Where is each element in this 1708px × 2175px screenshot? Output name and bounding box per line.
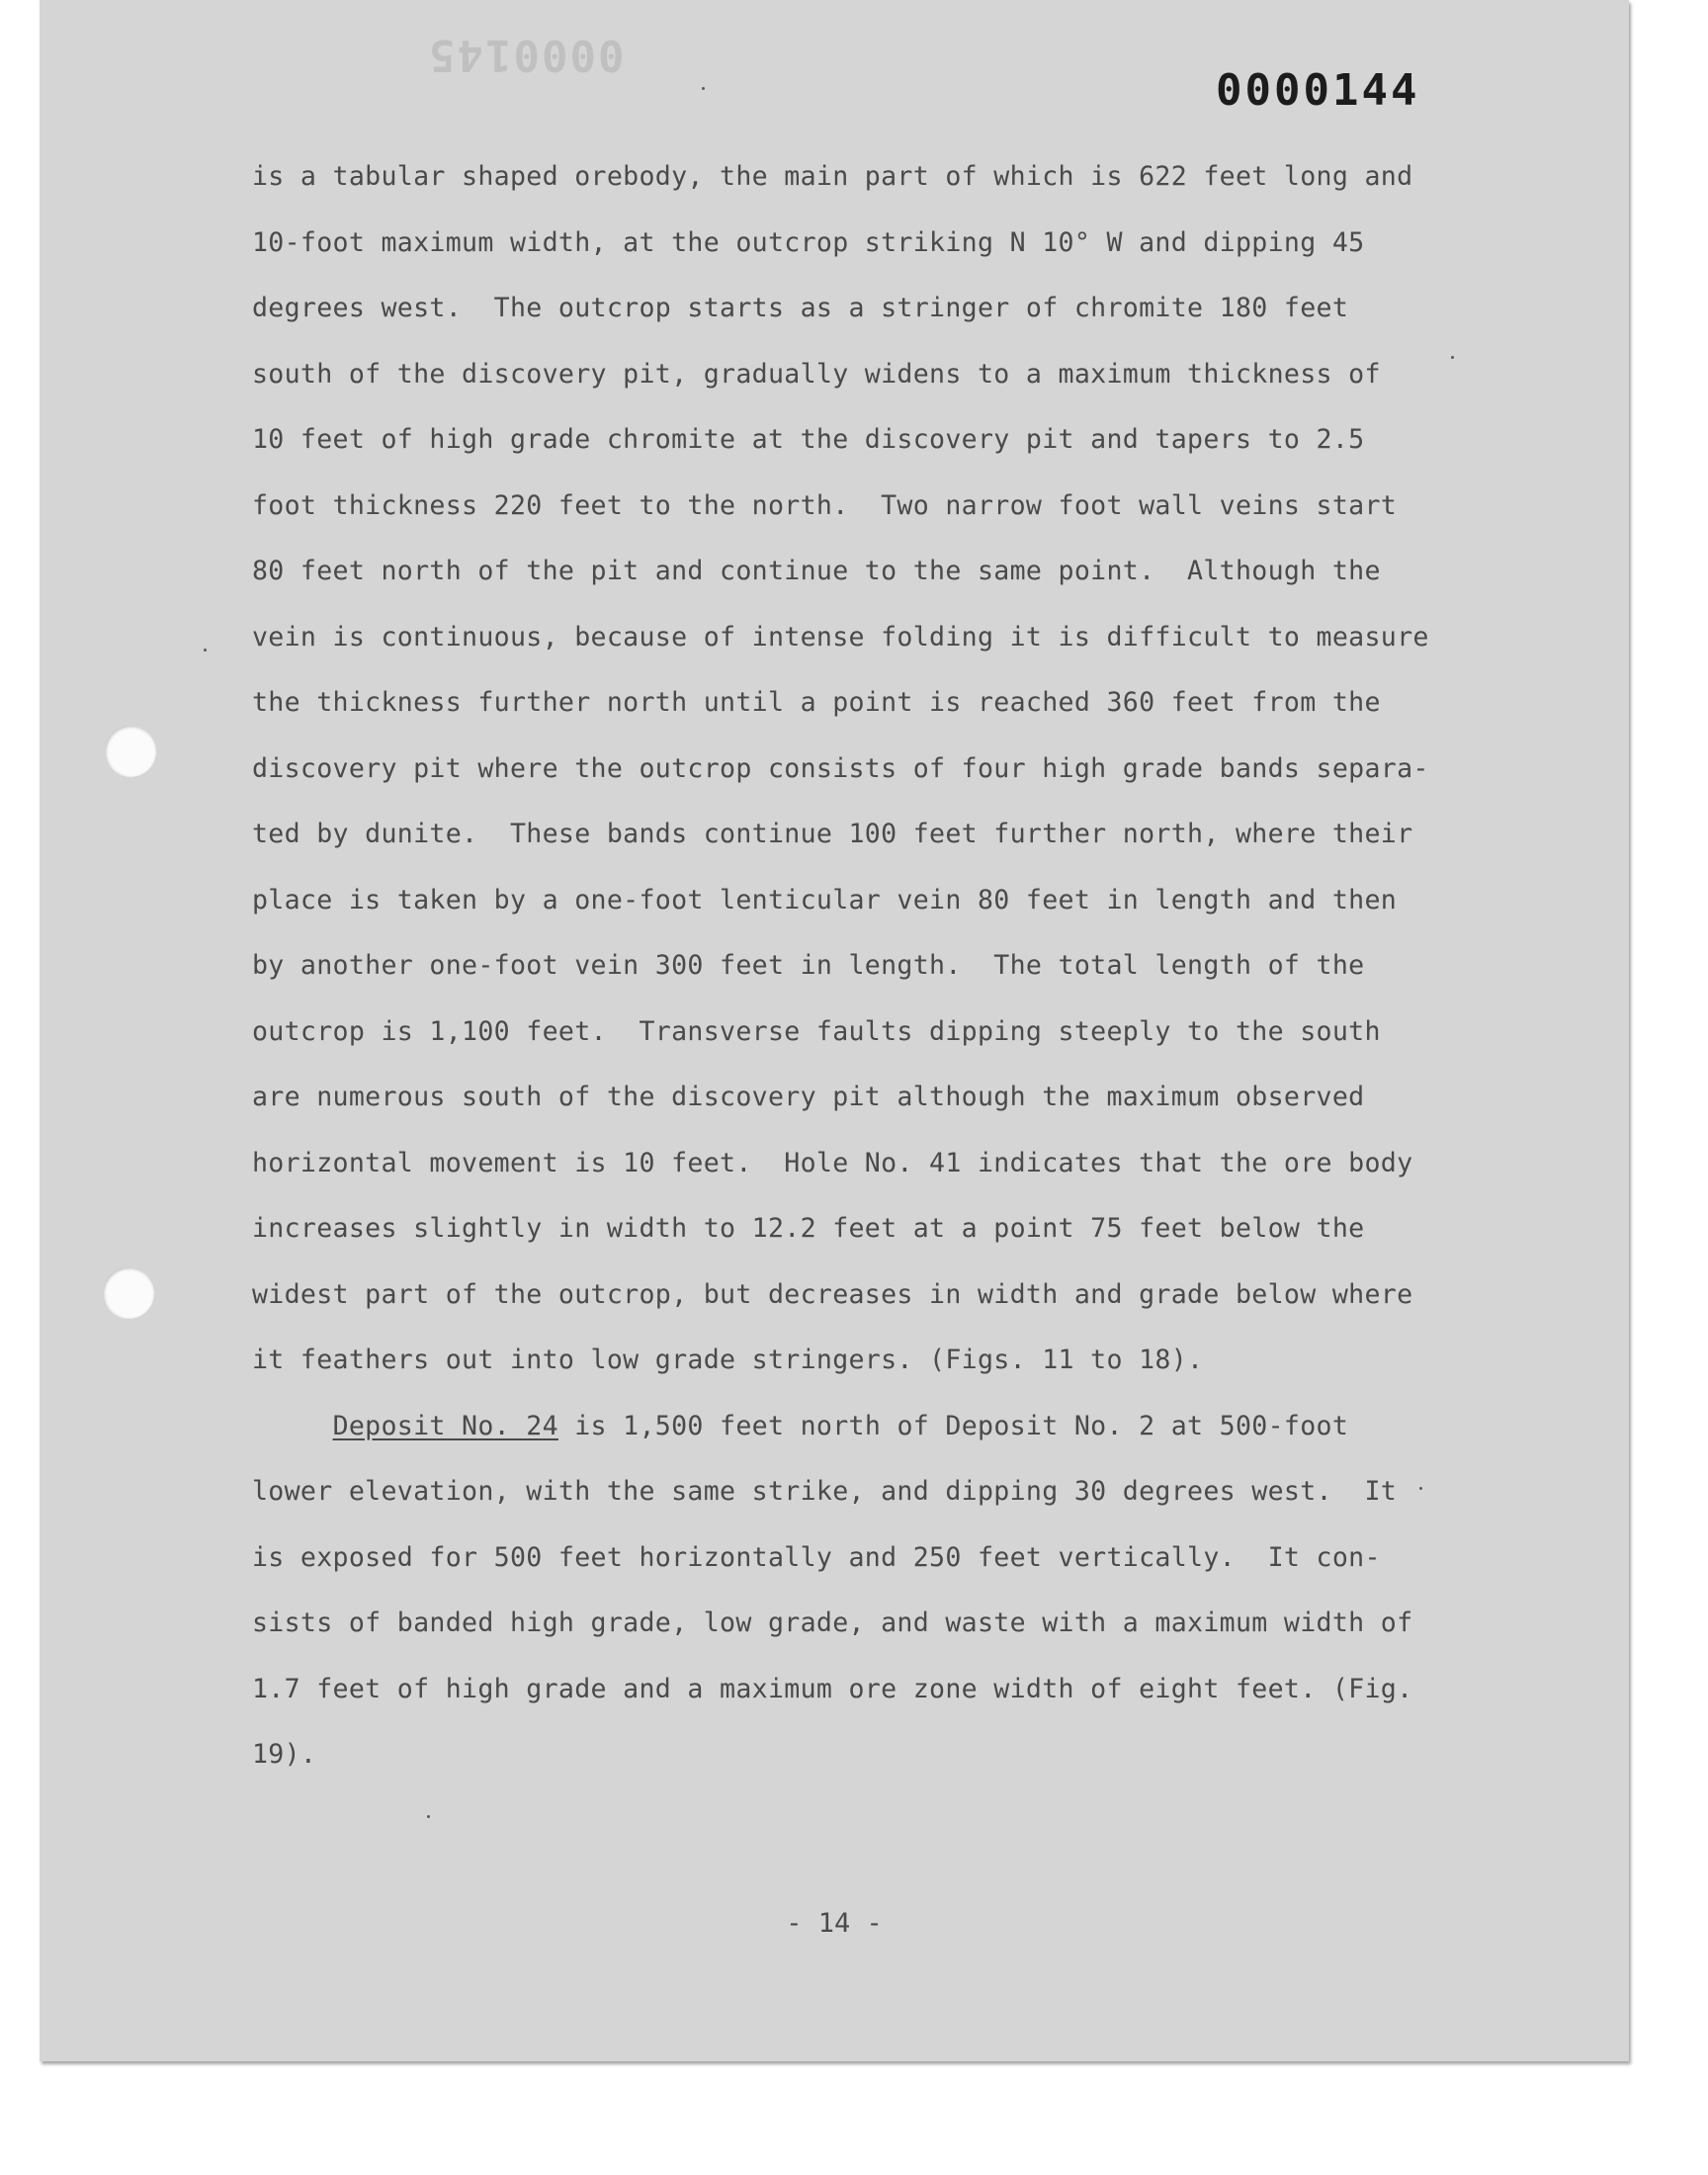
- text-line: is a tabular shaped orebody, the main part of which is 622 feet long and: [252, 161, 1413, 192]
- text-line: 10-foot maximum width, at the outcrop striking N 10° W and dipping 45: [252, 226, 1365, 258]
- scan-speck: [702, 87, 705, 90]
- text-line: south of the discovery pit, gradually widens to a maximum thickness of: [252, 358, 1381, 390]
- faded-mirrored-stamp: 0000145: [427, 30, 625, 80]
- punch-hole-upper: [105, 726, 156, 777]
- text-line: widest part of the outcrop, but decreases in width and grade below where: [252, 1278, 1413, 1310]
- text-line: foot thickness 220 feet to the north. Two narrow foot wall veins start: [252, 489, 1398, 521]
- text-line: 1.7 feet of high grade and a maximum ore zone width of eight feet. (Fig.: [252, 1673, 1413, 1704]
- text-line: place is taken by a one-foot lenticular vein 80 feet in length and then: [252, 884, 1398, 915]
- text-line: 10 feet of high grade chromite at the discovery pit and tapers to 2.5: [252, 424, 1365, 455]
- text-line: by another one-foot vein 300 feet in length. The total length of the: [252, 950, 1365, 981]
- text-line: increases slightly in width to 12.2 feet at a point 75 feet below the: [252, 1213, 1365, 1244]
- text-line: it feathers out into low grade stringers. (Figs. 11 to 18).: [252, 1345, 1204, 1375]
- page-number: - 14 -: [786, 1908, 883, 1939]
- text-line: sists of banded high grade, low grade, and waste with a maximum width of: [252, 1608, 1413, 1638]
- punch-hole-lower: [103, 1267, 154, 1319]
- text-line: degrees west. The outcrop starts as a stringer of chromite 180 feet: [252, 293, 1349, 323]
- paragraph-2-first-line: [252, 1394, 1507, 1460]
- text-line: is exposed for 500 feet horizontally and 250 feet vertically. It con-: [252, 1541, 1381, 1573]
- text-line: 19).: [252, 1739, 317, 1770]
- scan-speck: [1451, 356, 1454, 359]
- body-text: [252, 144, 1507, 1788]
- text-line: horizontal movement is 10 feet. Hole No. 41 indicates that the ore body: [252, 1147, 1413, 1178]
- text-line: discovery pit where the outcrop consists of four high grade bands separa-: [252, 752, 1429, 784]
- text-line: 80 feet north of the pit and continue to the same point. Although the: [252, 556, 1381, 586]
- text-line: vein is continuous, because of intense folding it is difficult to measure: [252, 621, 1429, 652]
- paragraph-indent: [252, 1411, 333, 1441]
- text-line: outcrop is 1,100 feet. Transverse faults dipping steeply to the south: [252, 1015, 1381, 1047]
- deposit-heading: Deposit No. 24: [332, 1410, 558, 1441]
- document-number-stamp: 0000144: [1216, 65, 1420, 116]
- text-line: the thickness further north until a point is reached 360 feet from the: [252, 687, 1381, 718]
- scan-speck: [427, 1815, 430, 1818]
- paragraph-2-first-rest: is 1,500 feet north of Deposit No. 2 at 500-foot: [557, 1410, 1349, 1441]
- text-line: are numerous south of the discovery pit although the maximum observed: [252, 1082, 1365, 1112]
- document-page: [40, 0, 1629, 2061]
- text-line: ted by dunite. These bands continue 100 feet further north, where their: [252, 819, 1413, 849]
- scan-speck: [1419, 1487, 1422, 1490]
- text-line: lower elevation, with the same strike, and dipping 30 degrees west. It: [252, 1476, 1398, 1507]
- scan-speck: [204, 649, 207, 652]
